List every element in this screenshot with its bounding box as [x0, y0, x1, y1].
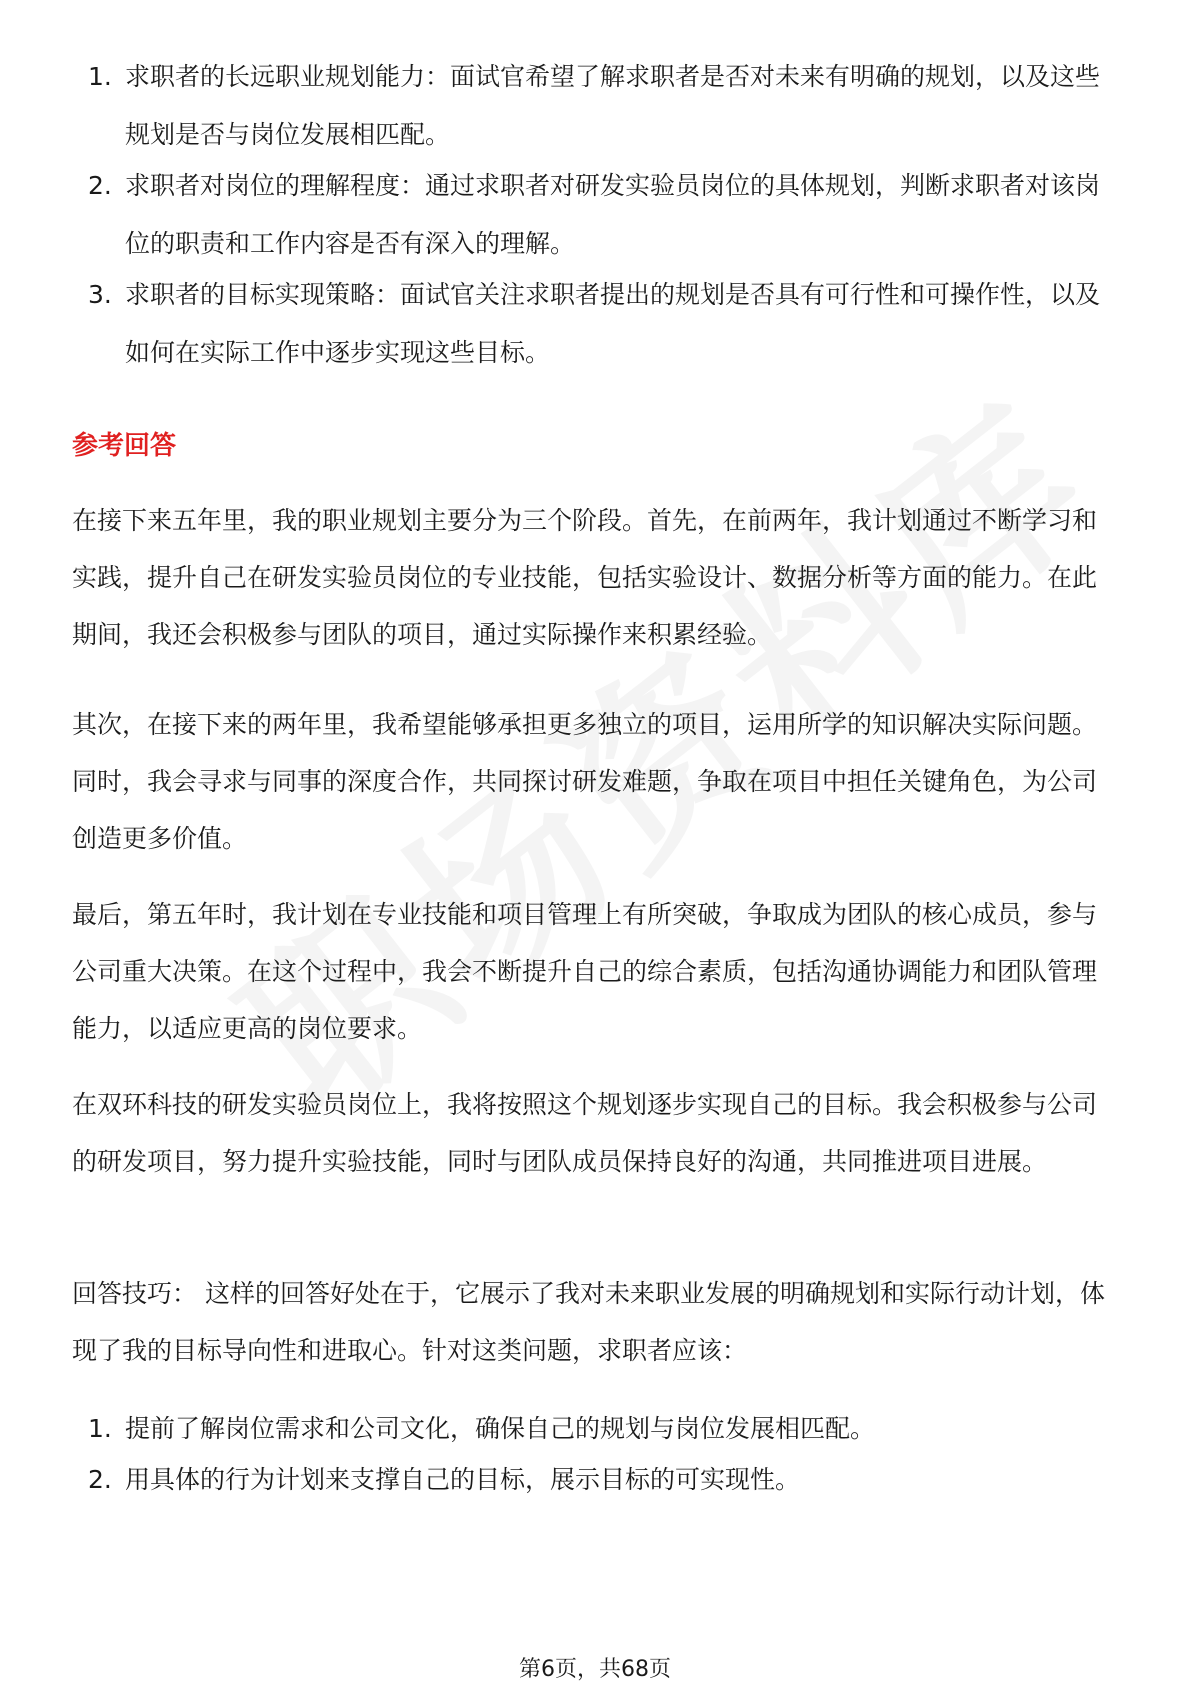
list-item [88, 1400, 1118, 1458]
list-text: 求职者的长远职业规划能力：面试官希望了解求职者是否对未来有明确的规划，以及这些规划是否与岗位发展相匹配。 [125, 62, 1101, 149]
list-text: 求职者对岗位的理解程度：通过求职者对研发实验员岗位的具体规划，判断求职者对该岗位的职责和工作内容是否有深入的理解。 [125, 171, 1101, 258]
list-number: 2. [88, 171, 112, 200]
page-footer: 第6页，共68页 [519, 1657, 671, 1682]
list-item [88, 48, 1118, 164]
list-text: 提前了解岗位需求和公司文化，确保自己的规划与岗位发展相匹配。 [125, 1414, 876, 1443]
paragraph: 在接下来五年里，我的职业规划主要分为三个阶段。首先，在前两年，我计划通过不断学习和实践，提升自己在研发实验员岗位的专业技能，包括实验设计、数据分析等方面的能力。在此期间，我还会积极参与团队的项目，通过实际操作来积累经验。 [72, 506, 1098, 649]
paragraph: 回答技巧： 这样的回答好处在于，它展示了我对未来职业发展的明确规划和实际行动计划，体现了我的目标导向性和进取心。针对这类问题，求职者应该： [72, 1279, 1105, 1365]
paragraph: 在双环科技的研发实验员岗位上，我将按照这个规划逐步实现自己的目标。我会积极参与公司的研发项目，努力提升实验技能，同时与团队成员保持良好的沟通，共同推进项目进展。 [72, 1090, 1098, 1176]
list-number: 3. [88, 280, 112, 309]
paragraph: 最后，第五年时，我计划在专业技能和项目管理上有所突破，争取成为团队的核心成员，参与公司重大决策。在这个过程中，我会不断提升自己的综合素质，包括沟通协调能力和团队管理能力，以适应更高的岗位要求。 [72, 900, 1098, 1043]
section-heading: 参考回答 [72, 431, 177, 461]
tips-list [88, 1400, 1118, 1509]
list-item [88, 1451, 1118, 1509]
list-number: 1. [88, 62, 112, 91]
list-number: 1. [88, 1414, 112, 1443]
list-number: 2. [88, 1465, 112, 1494]
list-item [88, 157, 1118, 273]
paragraph: 其次，在接下来的两年里，我希望能够承担更多独立的项目，运用所学的知识解决实际问题。同时，我会寻求与同事的深度合作，共同探讨研发难题，争取在项目中担任关键角色，为公司创造更多价值。 [72, 710, 1098, 853]
list-item [88, 266, 1118, 382]
criteria-list [88, 48, 1118, 382]
list-text: 用具体的行为计划来支撑自己的目标，展示目标的可实现性。 [125, 1465, 801, 1494]
list-text: 求职者的目标实现策略：面试官关注求职者提出的规划是否具有可行性和可操作性，以及如何在实际工作中逐步实现这些目标。 [125, 280, 1101, 367]
